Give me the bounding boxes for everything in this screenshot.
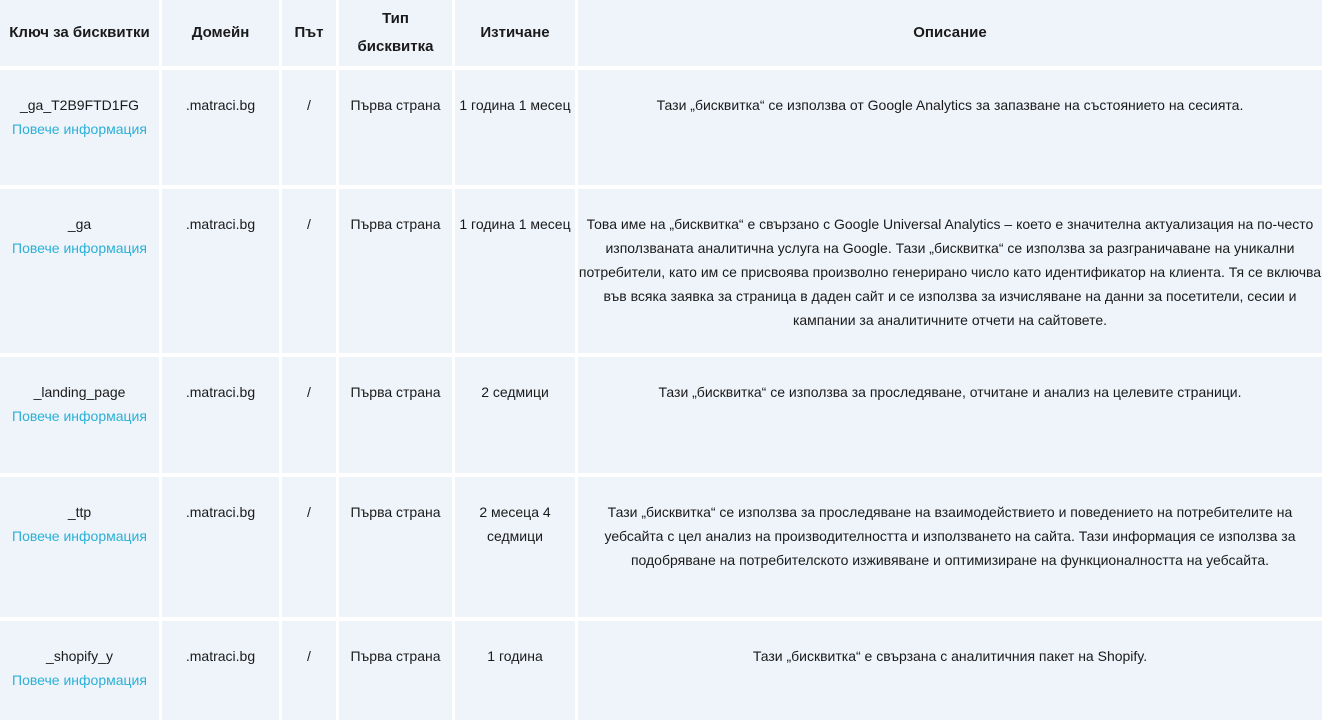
cookie-domain: .matraci.bg [162,357,279,473]
cookie-type: Първа страна [339,189,452,353]
cookie-type: Първа страна [339,357,452,473]
cookie-expiry: 1 година [455,621,575,720]
cookie-domain: .matraci.bg [162,189,279,353]
cookie-domain: .matraci.bg [162,70,279,185]
header-description: Описание [578,0,1322,66]
table-header-row [0,0,1322,66]
more-info-link[interactable]: Повече информация [12,240,147,256]
header-expiry: Изтичане [455,0,575,66]
cookie-description: Тази „бисквитка“ се използва за проследяване, отчитане и анализ на целевите страници. [578,357,1322,473]
header-path: Път [282,0,336,66]
table-row [0,189,1322,353]
more-info-link[interactable]: Повече информация [12,672,147,688]
cookie-key: _shopify_y [46,648,113,664]
more-info-link[interactable]: Повече информация [12,408,147,424]
table-row [0,477,1322,617]
cookie-description: Тази „бисквитка“ се използва за проследяване на взаимодействието и поведението на потребителите на уебсайта с цел анализ на производителността и използването на сайта. Тази информация се използва за подобряване на потребителското изживяване и оптимизиране на функционалността на уебсайта. [578,477,1322,617]
cookie-path: / [282,477,336,617]
header-type: Тип бисквитка [339,0,452,66]
cookie-key-cell [0,477,159,617]
cookie-path: / [282,189,336,353]
cookie-path: / [282,621,336,720]
table-row [0,357,1322,473]
header-key: Ключ за бисквитки [0,0,159,66]
more-info-link[interactable]: Повече информация [12,528,147,544]
cookie-key-cell [0,70,159,185]
cookie-path: / [282,357,336,473]
cookie-expiry: 2 месеца 4 седмици [455,477,575,617]
cookie-key: _landing_page [33,384,126,400]
cookie-description: Това име на „бисквитка“ е свързано с Google Universal Analytics – което е значителна актуализация на по-често използваната аналитична услуга на Google. Тази „бисквитка“ се използва за разграничаване на уникални потребители, като им се присвоява произволно генерирано число като идентификатор на клиента. Тя се включва във всяка заявка за страница в даден сайт и се използва за изчисляване на данни за посетители, сесии и кампании за аналитичните отчети на сайтовете. [578,189,1322,353]
cookie-domain: .matraci.bg [162,621,279,720]
cookie-domain: .matraci.bg [162,477,279,617]
cookie-expiry: 1 година 1 месец [455,189,575,353]
cookie-description: Тази „бисквитка“ е свързана с аналитичния пакет на Shopify. [578,621,1322,720]
cookie-path: / [282,70,336,185]
header-domain: Домейн [162,0,279,66]
cookie-type: Първа страна [339,621,452,720]
table-row [0,70,1322,185]
table-row [0,621,1322,720]
cookie-description: Тази „бисквитка“ се използва от Google Analytics за запазване на състоянието на сесията. [578,70,1322,185]
cookie-expiry: 1 година 1 месец [455,70,575,185]
cookie-type: Първа страна [339,70,452,185]
cookie-key-cell [0,189,159,353]
cookie-key-cell [0,621,159,720]
cookie-key: _ttp [67,504,92,520]
cookie-key: _ga [67,216,92,232]
more-info-link[interactable]: Повече информация [12,121,147,137]
cookie-expiry: 2 седмици [455,357,575,473]
cookie-key-cell [0,357,159,473]
cookie-key: _ga_T2B9FTD1FG [19,97,140,113]
cookie-type: Първа страна [339,477,452,617]
